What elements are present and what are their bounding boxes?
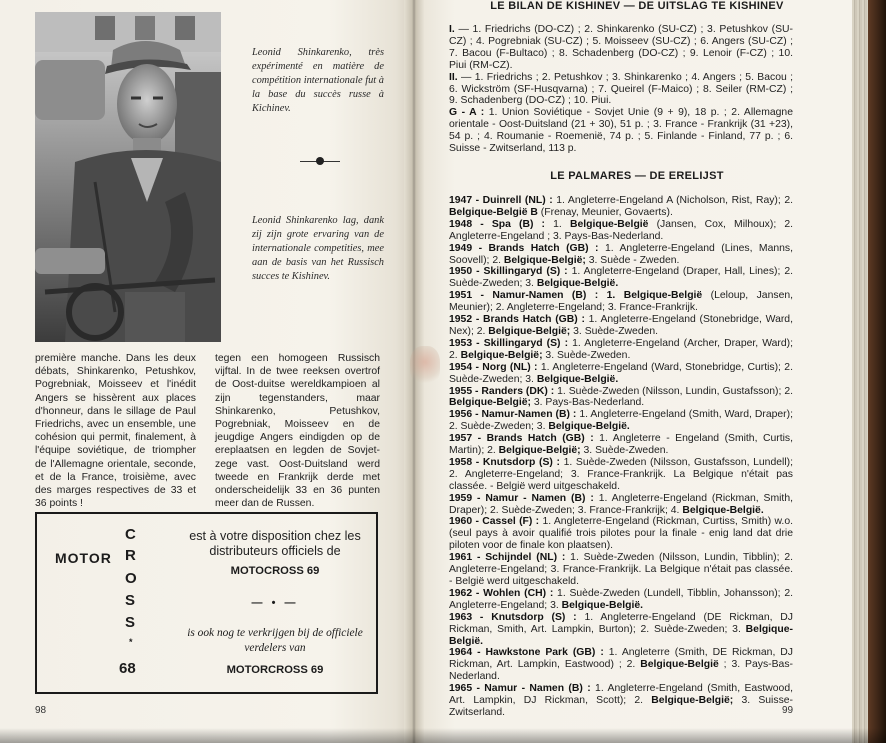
ad-cross-letter: S (125, 614, 136, 631)
photo-caption-fr: Leonid Shinkarenko, très expérimenté en matière de compétition internationale fut à la base du succès russe à Kichinev. (252, 47, 384, 114)
palmares-entry (449, 409, 793, 433)
palmares-results-tail: (Jansen, Cox, Milhoux); 2. Angleterre-Engeland ; 3. Pays-Bas-Nederland. (449, 218, 793, 242)
palmares-belgium: Belgique-België; (488, 325, 571, 337)
palmares-year-venue: 1959 - Namur - Namen (B) : (449, 492, 594, 504)
ad-cross-letter: S (125, 592, 136, 609)
palmares-year-venue: 1950 - Skillingaryd (S) : (449, 266, 568, 278)
palmares-year-venue: 1964 - Hawkstone Park (GB) : (449, 647, 604, 659)
palmares-results: 1. Angleterre-Engeland (Rickman, Curtiss, Smith) w.o. (seul pays à avoir qualifié trois pilotes pour la finale - enig land dat drie piloten voor de finale kon plaatsen). (449, 516, 793, 552)
bleed-through-mark (410, 346, 440, 386)
palmares-belgium: Belgique-België (640, 659, 719, 671)
palmares-entry (449, 338, 793, 362)
ad-text-nl: is ook nog te verkrijgen bij de officiele verdelers van (187, 627, 363, 654)
palmares-year-venue: 1947 - Duinrell (NL) : (449, 195, 553, 206)
motocross-ad (35, 512, 378, 694)
bilan-row (449, 24, 793, 72)
caption-separator (300, 156, 340, 166)
palmares-results: 1. Suède-Zweden (Nilsson, Lundin, Gustafsson); 2. (554, 385, 793, 397)
ad-brand-fr: MOTOCROSS 69 (230, 565, 320, 577)
palmares-year-venue: 1952 - Brands Hatch (GB) : (449, 314, 585, 326)
palmares-results: 1. Suède-Zweden (Nilsson, Gustafsson, Lundell); 2. Angleterre-Engeland; 3. France-Frankrijk. La Belgique n'était pas classée. - België werd uitgeschakeld. (449, 456, 793, 492)
bilan-label: II. (449, 71, 458, 83)
palmares-results-tail: ; 3. Pays-Bas-Nederland. (449, 659, 793, 683)
palmares-year-venue: 1960 - Cassel (F) : (449, 516, 540, 528)
palmares-results: 1. Suède-Zweden (Nilsson, Lundin, Tibblin); 2. Angleterre-Engeland; 3. France-Frankrijk. La Belgique n'était pas classée. - België werd uitgeschakeld. (449, 552, 794, 587)
palmares-results: 1. Angleterre (Smith, DE Rickman, DJ Rickman, Art. Lampkin, Eastwood) ; 2. (449, 647, 793, 671)
palmares-year-venue: 1954 - Norg (NL) : (449, 361, 538, 373)
ad-cross-letter: C (125, 526, 136, 543)
palmares-belgium: Belgique-België B (449, 206, 538, 218)
palmares-list (449, 195, 793, 719)
palmares-entry (449, 683, 793, 719)
bilan-row (449, 72, 793, 108)
bilan-row (449, 107, 793, 155)
body-text-nl: tegen een homogeen Russisch vijftal. In de twee reeksen overtrof de Oost-duitse wereldkampioen al zijn tegenstanders, maar Shinkarenko, Petushkov, Pogrebniak, Moisseev en de jeugdige Angers eindigden op de ereplaatsen en legden de Sovjet-zege vast. Oost-Duitsland werd tweede en Frankrijk derde met onderscheidelijk 33 en 36 punten meer dan de Russen. (215, 353, 380, 510)
palmares-entry (449, 457, 793, 493)
palmares-results: 1. Angleterre - Engeland (Smith, Curtis, Martin); 2. (449, 433, 793, 457)
ad-cross-letter: R (125, 547, 136, 564)
bilan-label: G - A : (449, 107, 485, 119)
palmares-results: 1. Angleterre-Engeland A (Nicholson, Rist, Ray); 2. (552, 195, 793, 206)
palmares-entry (449, 612, 793, 648)
palmares-belgium: Belgique-België. (548, 421, 630, 433)
bilan-label: I. (449, 24, 455, 35)
palmares-results: 1. Angleterre-Engeland (Smith, Ward, Draper); 2. Suède-Zweden; 3. (449, 409, 793, 433)
palmares-entry (449, 195, 793, 219)
ad-motor-word: MOTOR (55, 550, 112, 566)
palmares-year-venue: 1965 - Namur - Namen (B) : (449, 683, 591, 695)
palmares-entry (449, 362, 793, 386)
book-cover-edge (868, 0, 886, 743)
palmares-results: 1. Angleterre-Engeland (Archer, Draper, Ward); 2. (449, 337, 793, 361)
palmares-results: 1. Suède-Zweden (Lundell, Tibblin, Johansson); 2. Angleterre-Engeland; 3. (449, 587, 793, 611)
palmares-belgium: Belgique-België. (561, 599, 644, 611)
palmares-results: 1. Angleterre-Engeland (DE Rickman, DJ Rickman, Smith, Art. Lampkin, Burton); 2. Suède-Zweden; 3. (449, 611, 793, 635)
page-number-right: 99 (782, 705, 794, 716)
palmares-results-tail: 3. Suède - Zweden. (585, 254, 680, 266)
page-number-left: 98 (35, 705, 47, 716)
palmares-title: LE PALMARES — DE ERELIJST (550, 170, 724, 182)
palmares-results-tail: 3. Suède-Zweden. (570, 325, 659, 337)
palmares-entry (449, 266, 793, 290)
palmares-entry (449, 290, 793, 314)
palmares-entry (449, 243, 793, 267)
palmares-belgium: Belgique-België. (682, 504, 764, 516)
palmares-year-venue: 1953 - Skillingaryd (S) : (449, 337, 569, 349)
palmares-belgium: Belgique-België; (503, 254, 586, 266)
palmares-year-venue: 1961 - Schijndel (NL) : (449, 552, 566, 564)
bilan-results (449, 24, 793, 155)
palmares-entry (449, 433, 793, 457)
palmares-belgium: Belgique-België. (536, 278, 619, 290)
palmares-year-venue: 1958 - Knutsdorp (S) : (449, 456, 560, 468)
palmares-year-venue: 1962 - Wohlen (CH) : (449, 587, 554, 599)
bilan-text: 1. Union Soviétique - Sovjet Unie (9 + 9), 18 p. ; 2. Allemagne orientale - Oost-Duitsland (21 + 30), 51 p. ; 3. France - Frankrijk (31 +23), 54 p. ; 4. Roumanie - Roemenië, 74 p. ; 5. Finlande - Finland, 77 p. ; 6. Suisse - Zwitserland, 113 p. (449, 107, 793, 155)
ad-text-fr: est à votre disposition chez les distributeurs officiels de (189, 529, 361, 558)
palmares-belgium: Belgique-België (569, 218, 649, 230)
palmares-year-venue: 1955 - Randers (DK) : (449, 385, 555, 397)
rider-photo (35, 12, 221, 342)
palmares-results-tail: 3. Pays-Bas-Nederland. (530, 397, 645, 409)
photo-caption-nl: Leonid Shinkarenko lag, dank zij zijn grote ervaring van de internationale competities, mee aan de basis van het Russisch succes te Kishinev. (252, 215, 384, 282)
palmares-entry (449, 588, 793, 612)
palmares-year-venue: 1957 - Brands Hatch (GB) : (449, 433, 594, 445)
palmares-year-venue: 1956 - Namur-Namen (B) : (449, 409, 577, 421)
bottom-shadow (0, 728, 886, 743)
palmares-year-venue: 1963 - Knutsdorp (S) : (449, 611, 577, 623)
palmares-results: 1. Angleterre-Engeland (Lines, Manns, Soovell); 2. (449, 242, 793, 266)
palmares-results: 1. Angleterre-Engeland (Rickman, Smith, Draper); 2. Suède-Zweden; 3. France-Frankrijk; 4. (449, 492, 793, 516)
palmares-entry (449, 386, 793, 410)
palmares-entry (449, 219, 793, 243)
palmares-results-tail: 3. Suède-Zweden. (580, 445, 669, 457)
palmares-belgium: Belgique-België; (498, 445, 581, 457)
ad-cross-letter: O (125, 570, 137, 587)
body-text-fr: première manche. Dans les deux débats, Shinkarenko, Petushkov, Pogrebniak, Moisseev et l'inédit Angers se hissèrent aux places d'honneur, dans le sillage de Paul Friedrichs, avec un ensemble, une cohésion qui permit, finalement, à l'équipe soviétique, de triompher de l'Allemagne orientale, seconde, et de la France, troisième, avec des marges respectives de 33 et 36 points ! (35, 353, 196, 510)
palmares-entry (449, 552, 793, 588)
ad-separator: — • — (251, 597, 299, 609)
palmares-belgium: Belgique-België. (536, 373, 619, 385)
ad-brand-nl: MOTORCROSS 69 (226, 664, 324, 676)
palmares-entry (449, 516, 793, 552)
palmares-year-venue: 1948 - Spa (B) : (449, 218, 546, 230)
bilan-text: — 1. Friedrichs (DO-CZ) ; 2. Shinkarenko (SU-CZ) ; 3. Petushkov (SU-CZ) ; 4. Pogrebniak (SU-CZ) ; 5. Moisseev (SU-CZ) ; 6. Angers (SU-CZ) ; 7. Bacou (F-Bultaco) ; 8. Schadenberg (DO-CZ) ; 9. Lenoir (F-CZ) ; 10. Piui (RM-CZ). (449, 24, 793, 71)
bilan-text: — 1. Friedrichs ; 2. Petushkov ; 3. Shinkarenko ; 4. Angers ; 5. Bacou ; 6. Wickström (SF-Husqvarna) ; 7. Queirel (F-Maico) ; 8. Seiler (RM-CZ) ; 9. Schadenberg (DO-CZ) ; 10. Piui. (449, 71, 793, 107)
palmares-belgium: Belgique-België. (449, 623, 793, 647)
palmares-year-venue: 1951 - Namur-Namen (B) : 1. Belgique-België (449, 290, 703, 302)
bilan-title: LE BILAN DE KISHINEV — DE UITSLAG TE KISHINEV (490, 0, 784, 12)
palmares-results: 1. Angleterre-Engeland (Stonebridge, Ward, Nex); 2. (449, 314, 793, 337)
palmares-results: 1. (545, 218, 570, 230)
palmares-belgium: Belgique-België; (460, 349, 543, 361)
rider-photo-illustration (35, 12, 221, 342)
palmares-results: 1. Angleterre-Engeland (Ward, Stonebridge, Curtis); 2. Suède-Zweden; 3. (449, 361, 793, 385)
palmares-belgium: Belgique-België; (651, 695, 734, 707)
palmares-results: 1. Angleterre-Engeland (Smith, Eastwood, Art. Lampkin, DJ Rickman, Scott); 2. (449, 683, 793, 707)
palmares-results: 1. Angleterre-Engeland (Draper, Hall, Lines); 2. Suède-Zweden; 3. (449, 266, 793, 290)
palmares-entry (449, 647, 793, 683)
palmares-belgium: Belgique-België; (449, 397, 531, 409)
palmares-results-tail: 3. Suisse-Zwitserland. (449, 695, 793, 718)
palmares-entry (449, 493, 793, 517)
palmares-results-tail: 3. Suède-Zweden. (542, 349, 631, 361)
ad-year: 68 (119, 660, 136, 677)
ad-star: * (129, 637, 133, 647)
separator-dot (316, 157, 324, 165)
palmares-results: (Leloup, Jansen, Meunier); 2. Angleterre-Engeland; 3. France-Frankrijk. (449, 290, 794, 314)
palmares-entry (449, 314, 793, 338)
palmares-results-tail: (Frenay, Meunier, Govaerts). (537, 206, 673, 218)
palmares-year-venue: 1949 - Brands Hatch (GB) : (449, 242, 599, 254)
